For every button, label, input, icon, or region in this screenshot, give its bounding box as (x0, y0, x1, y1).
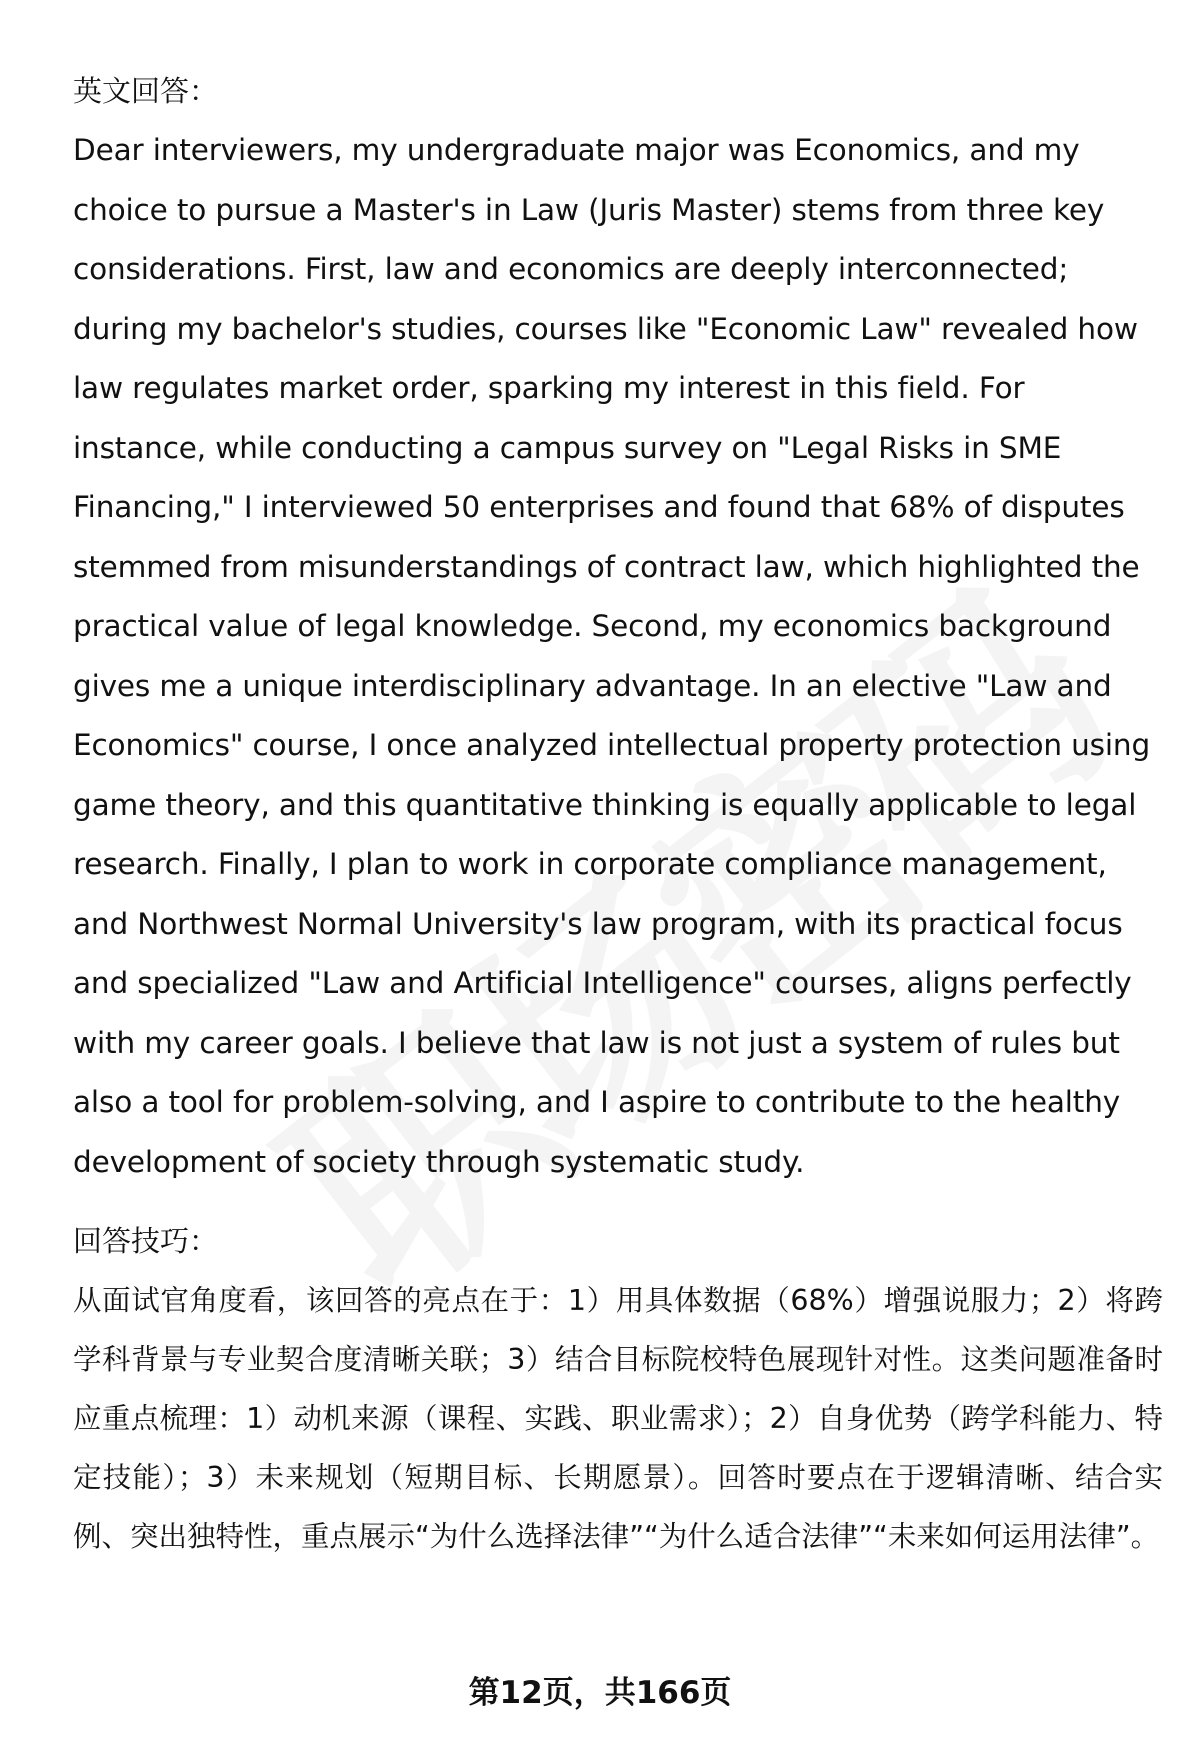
page-content (73, 62, 1163, 1566)
tips-heading: 回答技巧： (73, 1224, 219, 1258)
answer-paragraph: Dear interviewers, my undergraduate major was Economics, and my choice to pursue a Master's in Law (Juris Master) stems from three key considerations. First, law and economics are deeply interconnected; during my bachelor's studies, courses like "Economic Law" revealed how law regulates market order, sparking my interest in this field. For instance, while conducting a campus survey on "Legal Risks in SME Financing," I interviewed 50 enterprises and found that 68% of disputes stemmed from misunderstandings of contract law, which highlighted the practical value of legal knowledge. Second, my economics background gives me a unique interdisciplinary advantage. In an elective "Law and Economics" course, I once analyzed intellectual property protection using game theory, and this quantitative thinking is equally applicable to legal research. Finally, I plan to work in corporate compliance management, and Northwest Normal University's law program, with its practical focus and specialized "Law and Artificial Intelligence" courses, aligns perfectly with my career goals. I believe that law is not just a system of rules but also a tool for problem-solving, and I aspire to contribute to the healthy development of society through systematic study. (73, 133, 1151, 1179)
page-number: 第12页，共166页 (468, 1675, 732, 1711)
tips-paragraph: 从面试官角度看，该回答的亮点在于：1）用具体数据（68%）增强说服力；2）将跨学科背景与专业契合度清晰关联；3）结合目标院校特色展现针对性。这类问题准备时应重点梳理：1）动机来源（课程、实践、职业需求）；2）自身优势（跨学科能力、特定技能）；3）未来规划（短期目标、长期愿景）。回答时要点在于逻辑清晰、结合实例、突出独特性，重点展示“为什么选择法律”“为什么适合法律”“未来如何运用法律”。 (73, 1284, 1163, 1553)
answer-heading: 英文回答： (73, 74, 219, 108)
